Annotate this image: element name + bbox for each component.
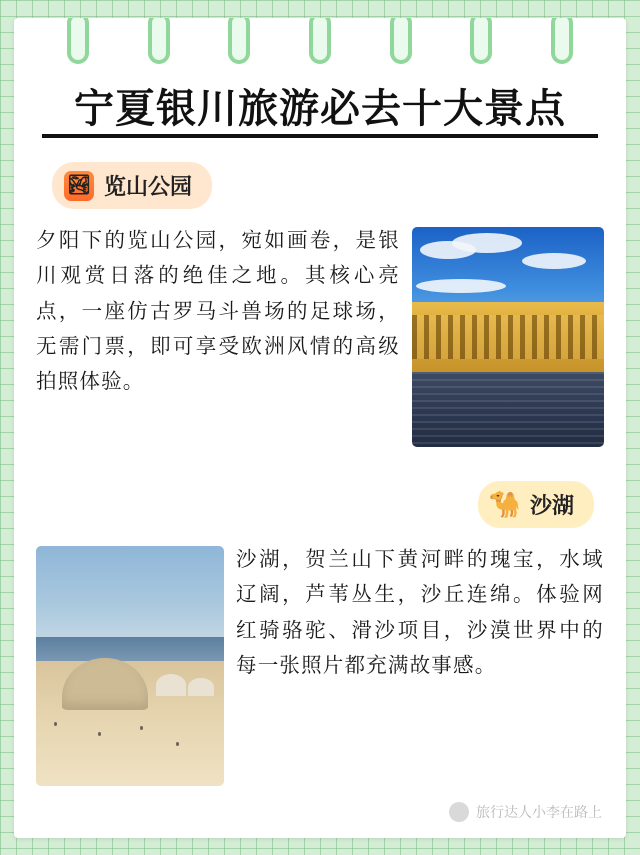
photo1-cloud: [452, 233, 522, 253]
section-label-2: 沙湖: [529, 494, 574, 519]
binder-ring-icon: [309, 18, 331, 64]
section-header-1: [52, 162, 604, 209]
watermark: [449, 802, 602, 822]
photo2-person: [54, 722, 57, 726]
binder-ring-icon: [470, 18, 492, 64]
binder-ring-icon: [67, 18, 89, 64]
photo2-tent: [188, 678, 214, 696]
section-header-2: [36, 481, 594, 528]
photo2-person: [98, 732, 101, 736]
section-body-2: [36, 542, 604, 786]
binder-ring-icon: [390, 18, 412, 64]
section-photo-1: [412, 227, 604, 447]
photo1-cloud: [522, 253, 586, 269]
camel-emoji-icon: 🐪: [488, 489, 522, 520]
note-content: [14, 18, 626, 796]
photo1-cloud: [416, 279, 506, 293]
binder-ring-icon: [148, 18, 170, 64]
photo2-tent: [156, 674, 186, 696]
section-photo-2: [36, 546, 224, 786]
binder-rings: [14, 18, 626, 82]
section-label-1: 览山公园: [104, 175, 193, 200]
section-body-1: [36, 223, 604, 447]
watermark-text: 旅行达人小李在路上: [476, 805, 602, 821]
photo2-sky: [36, 546, 224, 642]
photo2-person: [140, 726, 143, 730]
avatar: [449, 802, 469, 822]
title-underline: [42, 134, 598, 138]
park-emoji-icon: 🏞: [64, 171, 94, 201]
photo1-arches: [412, 315, 604, 359]
section-text-1: 夕阳下的览山公园，宛如画卷，是银川观赏日落的绝佳之地。其核心亮点，一座仿古罗马斗兽场的足球场，无需门票，即可享受欧洲风情的高级拍照体验。: [36, 228, 400, 393]
photo2-person: [176, 742, 179, 746]
binder-ring-icon: [551, 18, 573, 64]
section-text-2: 沙湖，贺兰山下黄河畔的瑰宝，水域辽阔，芦苇丛生，沙丘连绵。体验网红骑骆驼、滑沙项目，沙漠世界中的每一张照片都充满故事感。: [236, 547, 604, 677]
note-sheet: [14, 18, 626, 838]
page-title: 宁夏银川旅游必去十大景点: [74, 86, 566, 132]
section-badge-2: [478, 481, 594, 528]
binder-ring-icon: [228, 18, 250, 64]
photo1-seat-rows: [412, 372, 604, 447]
section-badge-1: [52, 162, 212, 209]
